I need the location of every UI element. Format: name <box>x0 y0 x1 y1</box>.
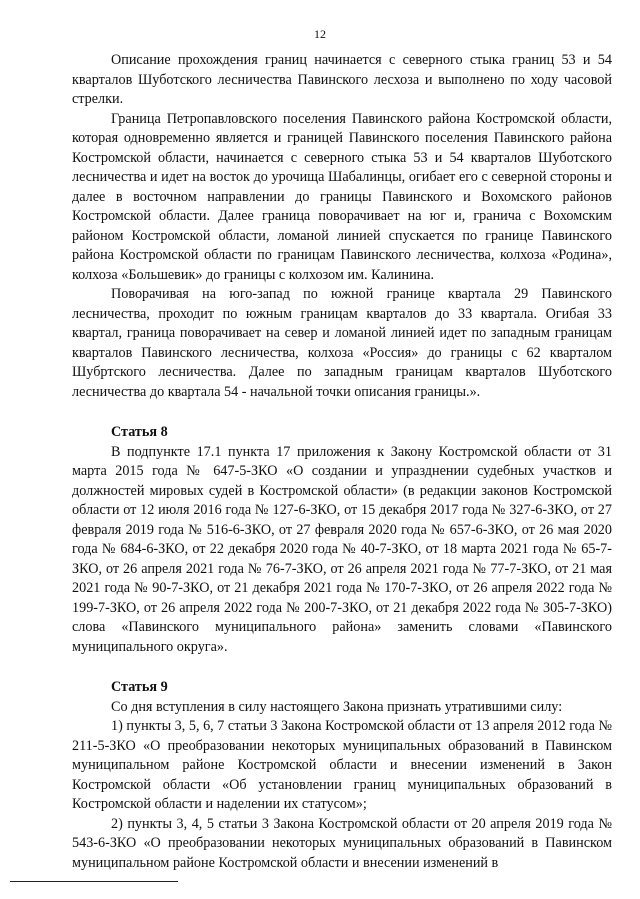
article-9-item-2: 2) пункты 3, 4, 5 статьи 3 Закона Костромской области от 20 апреля 2019 года № 543-6-ЗКО «О преобразовании некоторых муниципальных образований в Павинском муниципальном районе Костромской области и внесении изменений в <box>72 815 612 871</box>
article-8-paragraph: В подпункте 17.1 пункта 17 приложения к Закону Костромской области от 31 марта 2015 года № 647-5-ЗКО «О создании и упразднении судебных участков и должностей мировых судей в Костромской области» (в редакции законов Костромской области от 12 июля 2016 года № 127-6-ЗКО, от 15 декабря 2017 года № 327-6-ЗКО, от 27 февраля 2019 года № 516-6-ЗКО, от 27 февраля 2020 года № 657-6-ЗКО, от 26 мая 2020 года № 684-6-ЗКО, от 22 декабря 2020 года № 40-7-ЗКО, от 18 марта 2021 года № 65-7-ЗКО, от 26 апреля 2021 года № 76-7-ЗКО, от 26 апреля 2021 года № 77-7-ЗКО, от 21 мая 2021 года № 90-7-ЗКО, от 21 декабря 2021 года № 170-7-ЗКО, от 26 апреля 2022 года № 199-7-ЗКО, от 26 апреля 2022 года № 200-7-ЗКО, от 21 декабря 2022 года № 305-7-ЗКО) слова «Павинского муниципального района» заменить словами «Павинского муниципального округа». <box>72 443 612 655</box>
article-9-item-1: 1) пункты 3, 5, 6, 7 статьи 3 Закона Костромской области от 13 апреля 2012 года № 211-5-ЗКО «О преобразовании некоторых муниципальных образований в Павинском муниципальном районе Костромской области и внесении изменений в Закон Костромской области «Об установлении границ муниципальных образований в Костромской области и наделении их статусом»; <box>72 718 612 812</box>
article-8-heading: Статья 8 <box>111 424 168 440</box>
article-9-heading: Статья 9 <box>111 679 168 695</box>
paragraph-boundary-description: Граница Петропавловского поселения Павинского района Костромской области, которая одновременно является и границей Павинского поселения Павинского района Костромской области, начинается с северного стыка 53 и 54 кварталов Шуботского лесничества и идет на восток до урочища Шабалинцы, огибает его с северной стороны и далее в восточном направлении до границы Павинского и Вохомского районов Костромской области. Далее граница поворачивает на юг и, гранича с Вохомским районом Костромской области, ломаной линией спускается по границе Павинского района Костромской области по границам Павинского лесничества, колхоза «Родина», колхоза «Большевик» до границы с колхозом им. Калинина. <box>72 110 612 283</box>
paragraph-boundary-intro: Описание прохождения границ начинается с северного стыка границ 53 и 54 кварталов Шуботского лесничества Павинского лесхоза и выполнено по ходу часовой стрелки. <box>72 52 612 107</box>
spacer <box>72 402 612 423</box>
document-body <box>72 51 612 873</box>
page-number: 12 <box>314 27 326 41</box>
spacer <box>72 657 612 678</box>
article-9-intro: Со дня вступления в силу настоящего Закона признать утратившими силу: <box>111 698 563 715</box>
footnote-separator <box>10 881 178 882</box>
paragraph-boundary-continuation: Поворачивая на юго-запад по южной границе квартала 29 Павинского лесничества, проходит по южным границам кварталов до 33 квартала. Огибая 33 квартал, граница поворачивает на север и ломаной линией идет по западным границам кварталов Павинского лесничества, колхоза «Россия» до границы с 62 кварталом Шубртского лесничества. Далее по западным границам кварталов Шуботского лесничества до квартала 54 - начальной точки описания границы.». <box>72 286 612 400</box>
